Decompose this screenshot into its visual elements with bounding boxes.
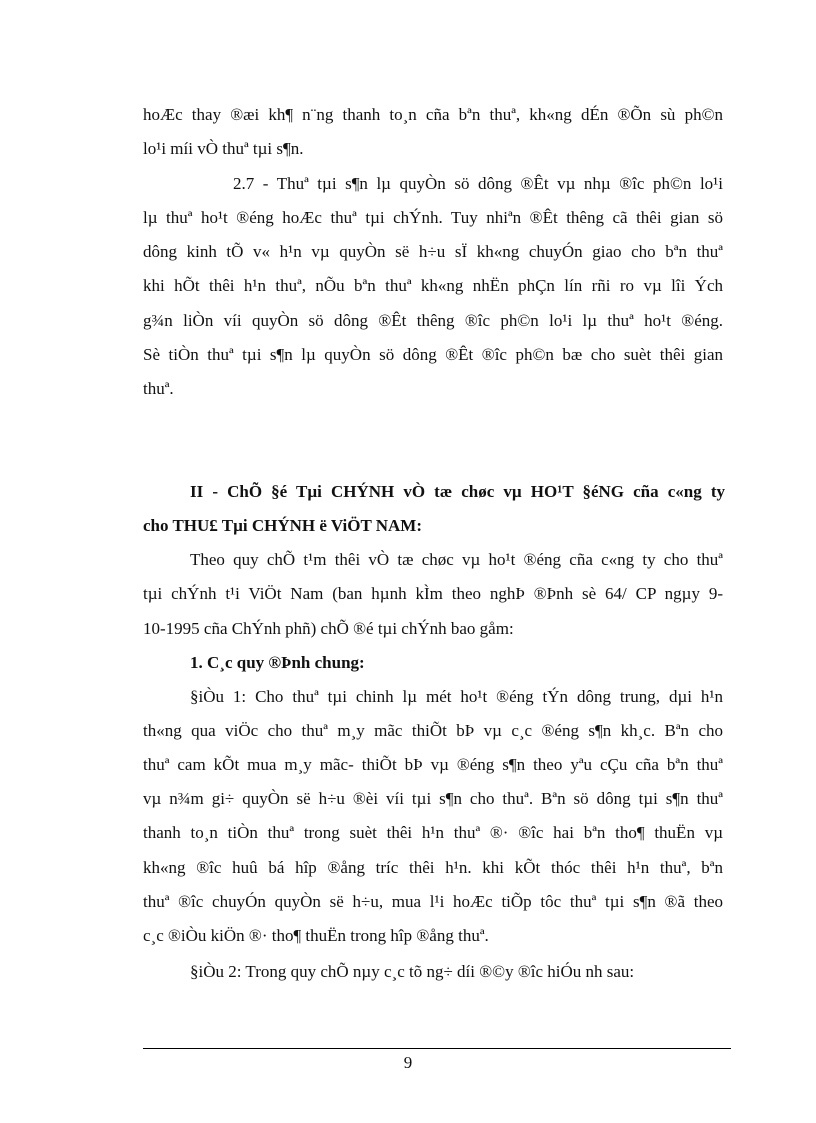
paragraph-line: thuª ®îc chuyÓn quyÒn së h÷u, mua l¹i hoÆc tiÕp tôc thuª tµi s¶n ®ã theo [143,892,723,911]
paragraph-line: thuª cam kÕt mua m¸y mãc- thiÕt bÞ vµ ®éng s¶n theo yªu cÇu cña bªn thuª [143,755,723,774]
paragraph-line: khi hÕt thêi h¹n thuª, nÕu bªn thuª kh«ng nhËn phÇn lín rñi ro vµ lîi Ých [143,276,723,295]
paragraph-line: lµ thuª ho¹t ®éng hoÆc thuª tµi chÝnh. Tuy nhiªn ®Êt thêng cã thêi gian sö [143,208,723,227]
paragraph-line: lo¹i míi vÒ thuª tµi s¶n. [143,139,304,158]
paragraph-line: Sè tiÒn thuª tµi s¶n lµ quyÒn sö dông ®Êt ®îc ph©n bæ cho suèt thêi gian [143,345,723,364]
paragraph-line: c¸c ®iÒu kiÖn ®· tho¶ thuËn trong hîp ®ång thuª. [143,926,489,945]
paragraph-line: thuª. [143,379,174,398]
paragraph-line: Theo quy chÕ t¹m thêi vÒ tæ chøc vµ ho¹t ®éng cña c«ng ty cho thuª [190,550,723,569]
section-heading: II - ChÕ §é Tµi CHÝNH vÒ tæ chøc vµ HO¹T §éNG cña c«ng ty [190,482,725,501]
footer-divider [143,1048,731,1049]
paragraph-line: §iÒu 2: Trong quy chÕ nµy c¸c tõ ng÷ díi ®©y ®îc hiÓu nh sau: [190,962,635,981]
paragraph-line: tµi chÝnh t¹i ViÖt Nam (ban hµnh kÌm theo nghÞ ®Þnh sè 64/ CP ngµy 9- [143,584,723,603]
paragraph-line: hoÆc thay ®æi kh¶ n¨ng thanh to¸n cña bªn thuª, kh«ng dÉn ®Õn sù ph©n [143,105,723,124]
paragraph-line: thanh to¸n tiÒn thuª trong suèt thêi h¹n thuª ®· ®îc hai bªn tho¶ thuËn vµ [143,823,723,842]
paragraph-line: dông kinh tÕ v« h¹n vµ quyÒn së h÷u sÏ kh«ng chuyÓn giao cho bªn thuª [143,242,723,261]
paragraph-line: 2.7 - Thuª tµi s¶n lµ quyÒn sö dông ®Êt vµ nhµ ®îc ph©n lo¹i [233,174,723,193]
page-number: 9 [403,1053,413,1072]
section-heading: cho THU£ Tµi CHÝNH ë ViÖT NAM: [143,516,422,535]
paragraph-line: §iÒu 1: Cho thuª tµi chinh lµ mét ho¹t ®éng tÝn dông trung, dµi h¹n [190,687,723,706]
paragraph-line: vµ n¾m gi÷ quyÒn së h÷u ®èi víi tµi s¶n cho thuª. Bªn sö dông tµi s¶n thuª [143,789,723,808]
paragraph-line: 10-1995 cña ChÝnh phñ) chÕ ®é tµi chÝnh bao gåm: [143,619,514,638]
subsection-heading: 1. C¸c quy ®Þnh chung: [190,653,365,672]
paragraph-line: g¾n liÒn víi quyÒn sö dông ®Êt thêng ®îc ph©n lo¹i lµ thuª ho¹t ®éng. [143,311,723,330]
paragraph-line: kh«ng ®îc huû bá hîp ®ång tríc thêi h¹n. khi kÕt thóc thêi h¹n thuª, bªn [143,858,723,877]
paragraph-line: th«ng qua viÖc cho thuª m¸y mãc thiÕt bÞ vµ c¸c ®éng s¶n kh¸c. Bªn cho [143,721,723,740]
